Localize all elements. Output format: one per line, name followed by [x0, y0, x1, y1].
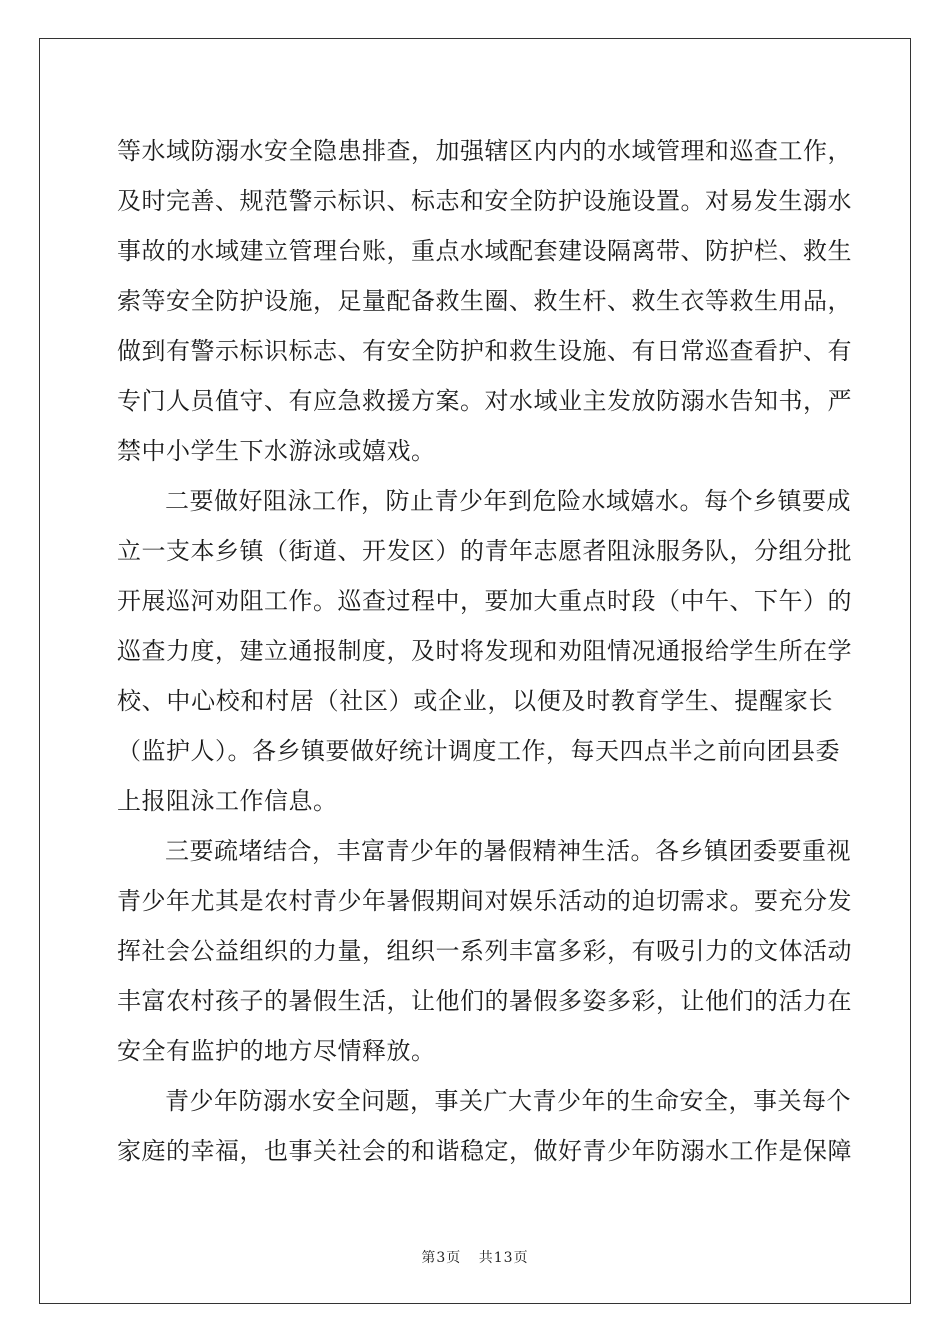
text-line: 丰富农村孩子的暑假生活，让他们的暑假多姿多彩，让他们的活力在 [117, 987, 852, 1015]
text-line: （监护人）。各乡镇要做好统计调度工作，每天四点半之前向团县委 [117, 737, 840, 765]
text-line: 三要疏堵结合，丰富青少年的暑假精神生活。各乡镇团委要重视 [165, 837, 851, 865]
text-line: 立一支本乡镇（街道、开发区）的青年志愿者阻泳服务队，分组分批 [117, 537, 852, 565]
text-line: 挥社会公益组织的力量，组织一系列丰富多彩，有吸引力的文体活动 [117, 937, 852, 965]
page-number: 第3页 [421, 1250, 462, 1266]
text-line: 巡查力度，建立通报制度，及时将发现和劝阻情况通报给学生所在学 [117, 637, 852, 665]
paragraph-1 [117, 126, 852, 476]
text-line: 开展巡河劝阻工作。巡查过程中，要加大重点时段（中午、下午）的 [117, 587, 852, 615]
text-line: 校、中心校和村居（社区）或企业，以便及时教育学生、提醒家长 [117, 687, 833, 715]
text-line: 二要做好阻泳工作，防止青少年到危险水域嬉水。每个乡镇要成 [165, 487, 851, 515]
text-line: 做到有警示标识标志、有安全防护和救生设施、有日常巡查看护、有 [117, 337, 852, 365]
text-line: 等水域防溺水安全隐患排查，加强辖区内内的水域管理和巡查工作， [117, 137, 852, 165]
text-line: 索等安全防护设施，足量配备救生圈、救生杆、救生衣等救生用品， [117, 287, 852, 315]
text-line: 上报阻泳工作信息。 [117, 787, 338, 815]
text-line: 及时完善、规范警示标识、标志和安全防护设施设置。对易发生溺水 [117, 187, 852, 215]
paragraph-4 [117, 1076, 852, 1176]
text-line: 安全有监护的地方尽情释放。 [117, 1037, 436, 1065]
page-footer [0, 1247, 950, 1267]
text-line: 青少年防溺水安全问题，事关广大青少年的生命安全，事关每个 [165, 1087, 851, 1115]
document-body [117, 126, 852, 1176]
text-line: 青少年尤其是农村青少年暑假期间对娱乐活动的迫切需求。要充分发 [117, 887, 852, 915]
paragraph-2 [117, 476, 852, 826]
text-line: 禁中小学生下水游泳或嬉戏。 [117, 437, 436, 465]
page-total: 共13页 [478, 1250, 529, 1266]
text-line: 家庭的幸福，也事关社会的和谐稳定，做好青少年防溺水工作是保障 [117, 1137, 852, 1165]
text-line: 事故的水域建立管理台账，重点水域配套建设隔离带、防护栏、救生 [117, 237, 852, 265]
paragraph-3 [117, 826, 852, 1076]
text-line: 专门人员值守、有应急救援方案。对水域业主发放防溺水告知书，严 [117, 387, 852, 415]
